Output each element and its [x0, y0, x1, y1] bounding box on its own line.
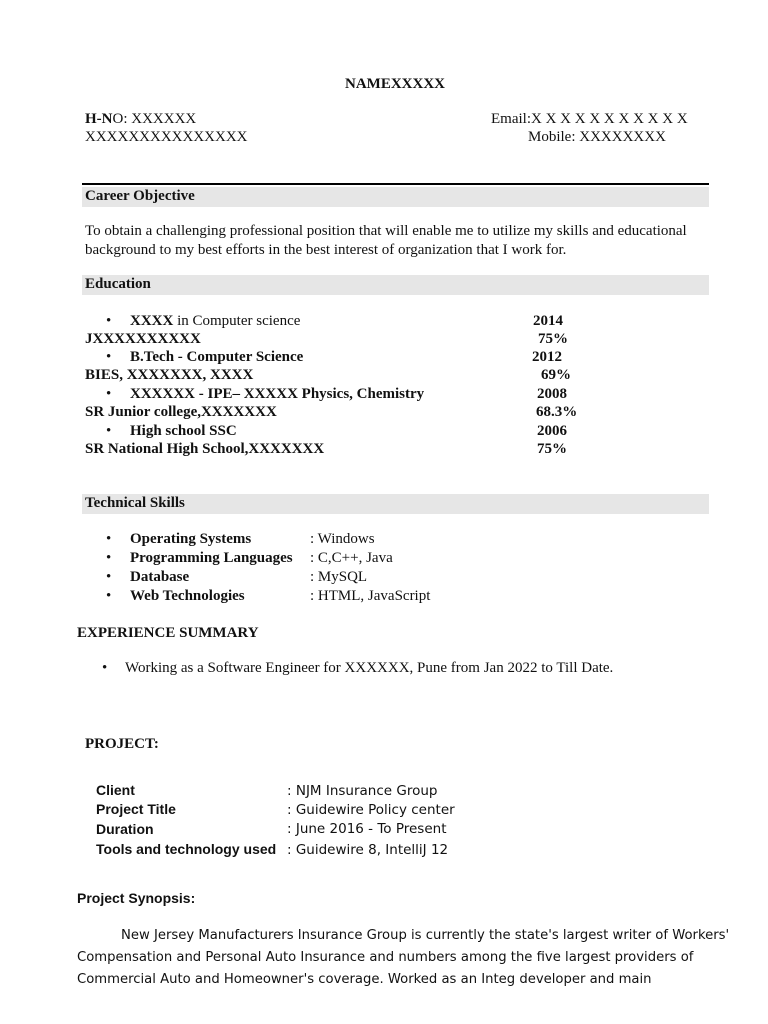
project-row-label: Project Title	[96, 801, 176, 817]
synopsis-line: New Jersey Manufacturers Insurance Group is currently the state's largest writer of Workers'	[121, 928, 730, 943]
bullet: •	[106, 531, 112, 547]
education-year: 2012	[532, 349, 562, 365]
synopsis-heading: Project Synopsis:	[77, 890, 196, 906]
education-score: 75%	[538, 331, 568, 347]
education-institution: SR National High School,XXXXXXX	[85, 441, 325, 457]
education-institution: BIES, XXXXXXX, XXXX	[85, 367, 254, 383]
education-year: 2014	[533, 313, 563, 329]
career-objective-heading: Career Objective	[85, 188, 195, 204]
mobile: Mobile: XXXXXXXX	[528, 129, 666, 145]
project-row-value: : June 2016 - To Present	[287, 821, 447, 837]
experience-heading: EXPERIENCE SUMMARY	[77, 625, 259, 641]
education-score: 69%	[541, 367, 571, 383]
email: Email:X X X X X X X X X X X	[491, 111, 688, 127]
education-year: 2008	[537, 386, 567, 402]
education-degree: B.Tech - Computer Science	[130, 349, 304, 365]
technical-skills-band	[82, 494, 709, 514]
skill-value: : MySQL	[310, 569, 368, 585]
education-degree: XXXX in Computer science	[130, 313, 301, 329]
education-score: 75%	[537, 441, 567, 457]
project-heading: PROJECT:	[85, 736, 159, 752]
education-institution: SR Junior college,XXXXXXX	[85, 404, 277, 420]
skill-label: Operating Systems	[130, 531, 252, 547]
bullet: •	[106, 349, 112, 365]
education-score: 68.3%	[536, 404, 578, 420]
experience-item: Working as a Software Engineer for XXXXXX, Pune from Jan 2022 to Till Date.	[125, 660, 614, 676]
skill-label: Database	[130, 569, 190, 585]
header-rule-top	[82, 183, 709, 185]
skill-value: : C,C++, Java	[310, 550, 393, 566]
skill-label: Programming Languages	[130, 550, 293, 566]
address-line: XXXXXXXXXXXXXXX	[85, 129, 248, 145]
project-row-value: : Guidewire 8, IntelliJ 12	[287, 842, 449, 858]
project-row-value: : NJM Insurance Group	[287, 783, 438, 799]
education-institution: JXXXXXXXXXX	[85, 331, 201, 347]
project-row-label: Duration	[96, 821, 154, 837]
house-number-value: O: XXXXXX	[112, 111, 197, 127]
bullet: •	[106, 313, 112, 329]
bullet: •	[106, 588, 112, 604]
project-row-label: Client	[96, 782, 135, 798]
resume-name: NAMEXXXXX	[345, 76, 445, 92]
skill-label: Web Technologies	[130, 588, 245, 604]
project-row-value: : Guidewire Policy center	[287, 802, 455, 818]
education-year: 2006	[537, 423, 567, 439]
house-number-label: H-N	[85, 111, 113, 127]
education-heading: Education	[85, 276, 151, 292]
education-degree: XXXXXX - IPE– XXXXX Physics, Chemistry	[130, 386, 425, 402]
bullet: •	[106, 386, 112, 402]
education-degree: High school SSC	[130, 423, 237, 439]
bullet: •	[102, 660, 108, 676]
skill-value: : Windows	[310, 531, 375, 547]
project-row-label: Tools and technology used	[96, 841, 277, 857]
synopsis-line: Compensation and Personal Auto Insurance and numbers among the five largest providers of	[77, 950, 694, 965]
bullet: •	[106, 550, 112, 566]
synopsis-line: Commercial Auto and Homeowner's coverage. Worked as an Integ developer and main	[77, 972, 652, 987]
skill-value: : HTML, JavaScript	[310, 588, 431, 604]
career-objective-band	[82, 187, 709, 207]
education-band	[82, 275, 709, 295]
house-number	[85, 111, 196, 128]
bullet: •	[106, 423, 112, 439]
technical-skills-heading: Technical Skills	[85, 495, 185, 511]
career-objective-text: To obtain a challenging professional position that will enable me to utilize my skills and educational background to my best efforts in the best interest of organization that I work for.	[85, 223, 687, 258]
bullet: •	[106, 569, 112, 585]
